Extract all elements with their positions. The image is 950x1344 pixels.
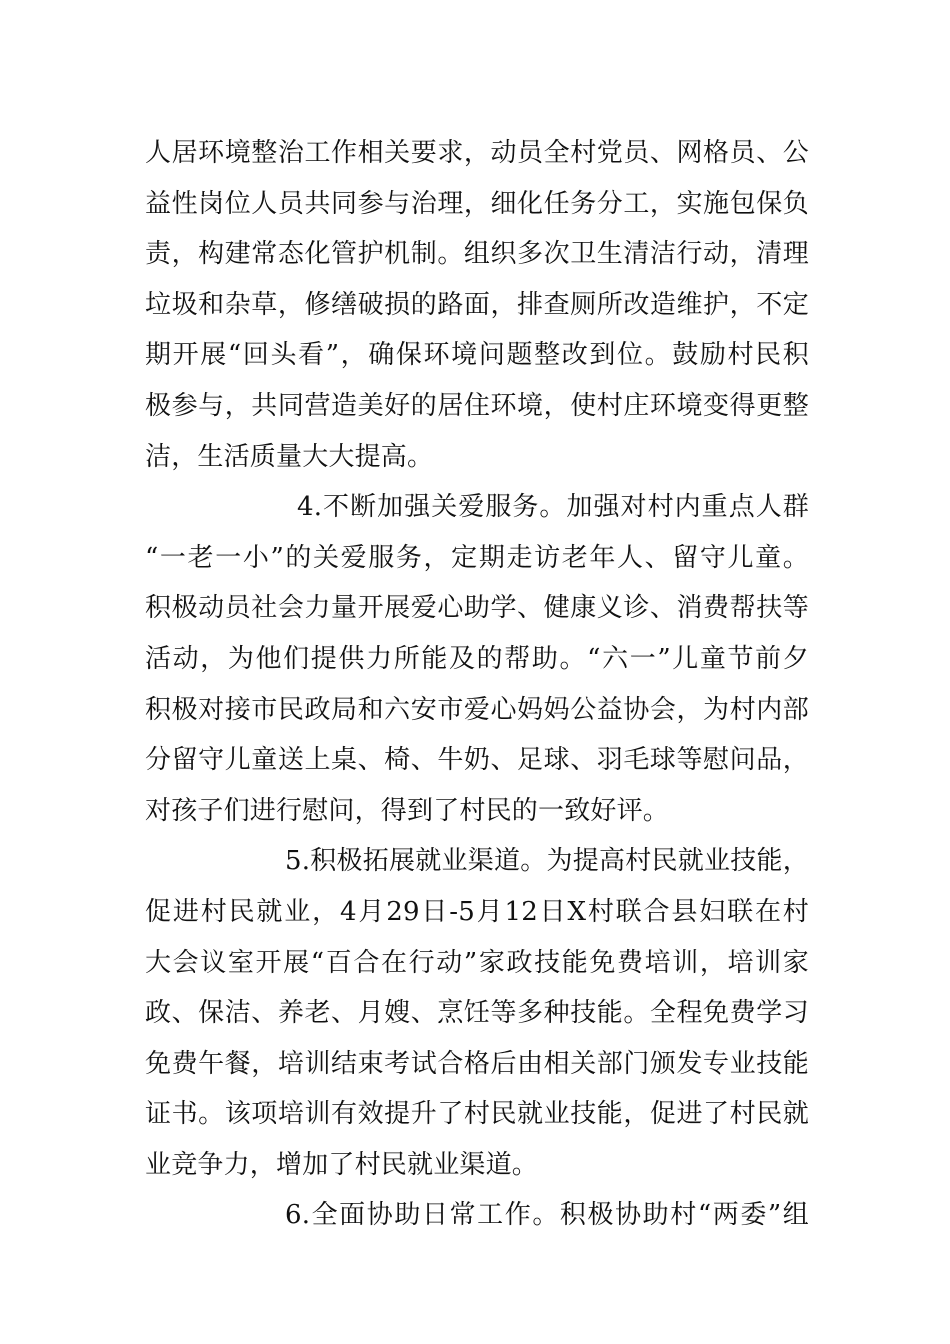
text-line: 责，构建常态化管护机制。组织多次卫生清洁行动，清理: [145, 239, 809, 270]
body-text: [145, 128, 809, 1241]
text-line: 益性岗位人员共同参与治理，细化任务分工，实施包保负: [145, 188, 809, 219]
text-line: 证书。该项培训有效提升了村民就业技能，促进了村民就: [145, 1099, 809, 1130]
section-heading-line: 5.积极拓展就业渠道。为提高村民就业技能，: [285, 846, 809, 877]
paragraph-care-service: [145, 482, 809, 836]
text-line: 期开展“回头看”，确保环境问题整改到位。鼓励村民积: [145, 340, 809, 371]
text-line: 人居环境整治工作相关要求，动员全村党员、网格员、公: [145, 138, 809, 168]
text-line: 业竞争力，增加了村民就业渠道。: [145, 1149, 539, 1180]
text-line: 积极对接市民政局和六安市爱心妈妈公益协会，为村内部: [145, 694, 809, 725]
text-line: 对孩子们进行慰问，得到了村民的一致好评。: [145, 795, 670, 826]
section-heading-line: 6.全面协助日常工作。积极协助村“两委”组: [285, 1200, 809, 1231]
text-line: “一老一小”的关爱服务，定期走访老年人、留守儿童。: [145, 542, 809, 573]
text-line: 极参与，共同营造美好的居住环境，使村庄环境变得更整: [145, 390, 809, 421]
text-line: 分留守儿童送上桌、椅、牛奶、足球、羽毛球等慰问品，: [145, 745, 809, 776]
text-line: 大会议室开展“百合在行动”家政技能免费培训，培训家: [145, 947, 809, 978]
paragraph-daily-work: [145, 1190, 809, 1241]
paragraph-environment: [145, 128, 809, 482]
section-heading-line: 4.不断加强关爱服务。加强对村内重点人群: [297, 492, 809, 523]
text-line: 洁，生活质量大大提高。: [145, 441, 434, 472]
text-line: 垃圾和杂草，修缮破损的路面，排查厕所改造维护，不定: [145, 289, 809, 320]
text-line: 积极动员社会力量开展爱心助学、健康义诊、消费帮扶等: [145, 593, 809, 624]
text-line: 免费午餐，培训结束考试合格后由相关部门颁发专业技能: [145, 1048, 809, 1079]
text-line: 政、保洁、养老、月嫂、烹饪等多种技能。全程免费学习: [145, 998, 809, 1029]
text-line: 促进村民就业，4月29日-5月12日X村联合县妇联在村: [145, 896, 809, 927]
text-line: 活动，为他们提供力所能及的帮助。“六一”儿童节前夕: [145, 643, 809, 674]
paragraph-employment: [145, 836, 809, 1190]
